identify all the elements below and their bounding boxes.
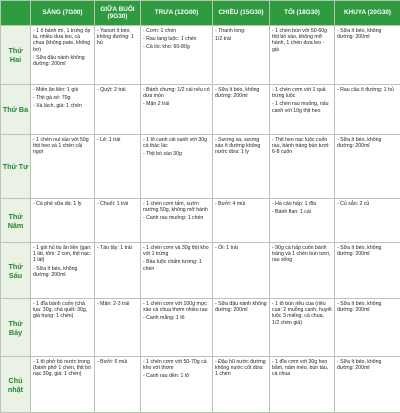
meal-item: - 1 chén cơm với 1 quả trứng luộc xyxy=(272,87,332,99)
meal-item: - 90g cá hấp cuốn bánh tráng và 1 chén bún tươi, rau sống xyxy=(272,245,332,264)
table-row xyxy=(1,26,400,85)
meal-cell-mid-morning xyxy=(95,243,141,299)
meal-item: - Sữa ít béo, không đường: 200ml xyxy=(337,245,398,257)
meal-item: - Thịt bò xào 30g xyxy=(143,151,210,157)
meal-cell-late-night xyxy=(335,299,400,357)
meal-item: - Mận: 2-3 trái xyxy=(97,301,138,307)
meal-item: - Rau lang luộc: 1 chén xyxy=(143,36,210,42)
meal-cell-afternoon xyxy=(213,243,270,299)
meal-cell-mid-morning xyxy=(95,357,141,413)
meal-item: - Bưởi: 6 múi xyxy=(97,359,138,365)
meal-item: - Sương sa, sương sáo ít đường không nước dừa: 1 ly xyxy=(215,137,267,156)
meal-cell-lunch xyxy=(141,299,213,357)
day-label: Thứ Bảy xyxy=(1,299,31,357)
meal-item: - 1 chén rau muống, nấu canh với 10g thịt heo xyxy=(272,101,332,113)
meal-item: - 1 chén cơm tấm, sườn nướng 50g, không mỡ hành xyxy=(143,201,210,213)
table-body xyxy=(1,26,400,413)
meal-item: - Rau câu ít đường: 1 hủ xyxy=(337,87,398,93)
meal-cell-late-night xyxy=(335,26,400,85)
meal-cell-lunch xyxy=(141,243,213,299)
day-label: Thứ Tư xyxy=(1,135,31,199)
meal-item: - Sữa đậu nành không đường: 200ml xyxy=(215,301,267,313)
meal-cell-lunch xyxy=(141,26,213,85)
meal-item: - Sữa đậu nành không đường: 200ml xyxy=(33,55,92,67)
meal-item: - Bánh flan: 1 cái xyxy=(272,209,332,215)
meal-item: - Thịt heo nạc luộc cuốn rau, bánh tráng bún tươi: 6-8 cuốn xyxy=(272,137,332,156)
meal-cell-late-night xyxy=(335,135,400,199)
meal-item: - Miến ăn liền: 1 gói xyxy=(33,87,92,93)
table-row xyxy=(1,85,400,135)
day-label: Thứ Ba xyxy=(1,85,31,135)
day-label: Thứ Sáu xyxy=(1,243,31,299)
meal-item: - Yaourt ít béo, không đường: 1 hủ xyxy=(97,28,138,47)
header-row xyxy=(1,1,400,26)
meal-cell-mid-morning xyxy=(95,26,141,85)
meal-cell-mid-morning xyxy=(95,85,141,135)
meal-item: - Canh mắng: 1 tô xyxy=(143,315,210,321)
meal-cell-afternoon xyxy=(213,299,270,357)
meal-cell-afternoon xyxy=(213,135,270,199)
meal-item: - Quýt: 2 trái xyxy=(97,87,138,93)
meal-item: 1/2 trái xyxy=(215,36,267,42)
meal-item: - Sữa ít béo, không đường: 200ml xyxy=(337,301,398,313)
meal-item: - 1 chén cơm và 30g thịt kho với 1 trứng xyxy=(143,245,210,257)
meal-item: - Canh rau dền: 1 tô xyxy=(143,373,210,379)
meal-item: - Hà cảo hấp: 1 đĩa xyxy=(272,201,332,207)
header-late-night: KHUYA (20G30) xyxy=(335,1,400,26)
meal-item: - Thịt gà xé: 70g xyxy=(33,95,92,101)
meal-cell-morning xyxy=(31,299,95,357)
meal-cell-morning xyxy=(31,85,95,135)
meal-item: - Bưởi: 4 múi xyxy=(215,201,267,207)
meal-item: - 1 chén cơm với 100g mực xào cà chua thơm nhiều rau xyxy=(143,301,210,313)
meal-item: - Đậu hũ nước đường không nước cốt dừa: 1 chén xyxy=(215,359,267,378)
meal-item: - Sữa ít béo, không đường: 200ml xyxy=(337,28,398,40)
meal-cell-lunch xyxy=(141,135,213,199)
table-row xyxy=(1,243,400,299)
table-row xyxy=(1,299,400,357)
meal-item: - Bánh chưng: 1/2 cái nếu có dưa món xyxy=(143,87,210,99)
meal-item: - Táo tây: 1 trái xyxy=(97,245,138,251)
meal-cell-dinner xyxy=(270,243,335,299)
meal-item: - Cà phê sữa đá: 1 ly xyxy=(33,201,92,207)
table-row xyxy=(1,199,400,243)
meal-item: - Sữa ít béo, không đường: 200ml xyxy=(337,359,398,371)
meal-cell-afternoon xyxy=(213,26,270,85)
meal-item: - 1 chén bún với 50-60g thịt bò xào, không mỡ hành, 1 chén dưa leo - giá xyxy=(272,28,332,53)
header-lunch: TRƯA (12G00) xyxy=(141,1,213,26)
meal-item: - Ổi: 1 trái xyxy=(215,245,267,251)
header-afternoon: CHIỀU (15G30) xyxy=(213,1,270,26)
meal-cell-morning xyxy=(31,357,95,413)
meal-cell-late-night xyxy=(335,243,400,299)
meal-item: - 1 tô phở bò nước trong (bánh phở 1 chén, thịt bò nạc 30g, giá: 1 chén) xyxy=(33,359,92,378)
meal-cell-late-night xyxy=(335,199,400,243)
day-label: Thứ Năm xyxy=(1,199,31,243)
corner-header xyxy=(1,1,31,26)
meal-cell-afternoon xyxy=(213,199,270,243)
day-label: Thứ Hai xyxy=(1,26,31,85)
meal-item: - Xà lách, giá: 1 chén xyxy=(33,103,92,109)
meal-item: - Sữa ít béo, không đường: 200ml xyxy=(337,137,398,149)
meal-cell-dinner xyxy=(270,26,335,85)
meal-item: - Củ sắn: 2 củ xyxy=(337,201,398,207)
meal-item: - 1 đĩa bánh cuốn (chả lụa: 30g, chả quết: 30g, giá trụng: 1 chén) xyxy=(33,301,92,320)
meal-item: - 1 tô canh cải xanh với 30g cá thác lác xyxy=(143,137,210,149)
meal-item: - 1 tô bún riêu cua (riêu cua: 2 muỗng canh, huyết luộc 3 miếng, cà chua, 1/2 chén giá) xyxy=(272,301,332,326)
meal-item: - Chuối: 1 trái xyxy=(97,201,138,207)
meal-cell-morning xyxy=(31,199,95,243)
meal-item: - 1 ổ bánh mì, 1 trứng ốp la, nhiều dưa leo, cà chua (không pate, không bơ) xyxy=(33,28,92,53)
day-label: Chủ nhật xyxy=(1,357,31,413)
meal-cell-dinner xyxy=(270,357,335,413)
header-mid-morning: GIỮA BUỔI (9G30) xyxy=(95,1,141,26)
table-row xyxy=(1,135,400,199)
meal-cell-morning xyxy=(31,135,95,199)
meal-cell-mid-morning xyxy=(95,199,141,243)
meal-item: - Mận 2 trái xyxy=(143,101,210,107)
header-dinner: TỐI (18G30) xyxy=(270,1,335,26)
meal-cell-lunch xyxy=(141,357,213,413)
meal-cell-dinner xyxy=(270,85,335,135)
meal-item: - 1 chén nui xào với 50g thịt heo và 1 chén cải ngọt xyxy=(33,137,92,156)
meal-cell-afternoon xyxy=(213,85,270,135)
meal-cell-late-night xyxy=(335,85,400,135)
meal-item: - Bầu luộc chấm tương: 1 chén xyxy=(143,259,210,271)
meal-item: - Canh rau muống: 1 chén xyxy=(143,215,210,221)
meal-cell-dinner xyxy=(270,299,335,357)
meal-item: - Sữa ít béo, không đường: 200ml xyxy=(215,87,267,99)
meal-cell-dinner xyxy=(270,135,335,199)
meal-item: - Lê: 1 trái xyxy=(97,137,138,143)
meal-cell-mid-morning xyxy=(95,299,141,357)
meal-cell-mid-morning xyxy=(95,135,141,199)
header-morning: SÁNG (7G00) xyxy=(31,1,95,26)
meal-cell-afternoon xyxy=(213,357,270,413)
meal-cell-dinner xyxy=(270,199,335,243)
meal-item: - 1 gói hủ tiu ăn liền (gạn: 1 lát, tôm: 2 con, thịt nạc: 1 lát) xyxy=(33,245,92,264)
meal-item: - 1 đĩa cơm với 30g heo bằm, nấm mèo, bún tàu, cà chua xyxy=(272,359,332,378)
meal-item: - Sữa ít béo, không đường: 200ml xyxy=(33,266,92,278)
meal-cell-lunch xyxy=(141,85,213,135)
table-row xyxy=(1,357,400,413)
meal-cell-morning xyxy=(31,243,95,299)
meal-cell-lunch xyxy=(141,199,213,243)
meal-item: - Cá lóc kho: 60-80g xyxy=(143,44,210,50)
meal-item: - Thanh long: xyxy=(215,28,267,34)
meal-cell-late-night xyxy=(335,357,400,413)
meal-item: - 1 chén cơm với 50-70g cá kho với thơm xyxy=(143,359,210,371)
meal-item: - Cơm: 1 chén xyxy=(143,28,210,34)
meal-cell-morning xyxy=(31,26,95,85)
